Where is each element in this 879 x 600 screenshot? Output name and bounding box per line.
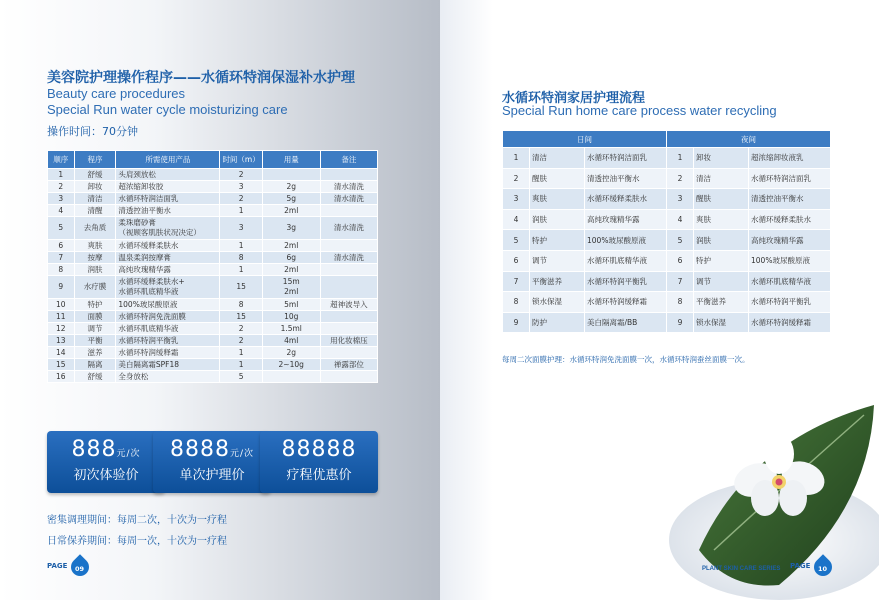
table-cell: 特护 xyxy=(530,230,585,251)
price-value: 8888 xyxy=(169,437,230,462)
table-row xyxy=(503,168,831,189)
table-cell: 特护 xyxy=(694,250,749,271)
operation-time: 操作时间：70分钟 xyxy=(47,125,138,138)
table-cell: 水循环特润平衡乳 xyxy=(116,335,220,347)
table-cell: 全身放松 xyxy=(116,371,220,383)
table-cell: 15 xyxy=(220,276,262,299)
table-cell: 9 xyxy=(667,312,694,333)
table-cell: 调节 xyxy=(74,323,116,335)
table-cell: 8 xyxy=(667,292,694,313)
table-cell: 清洁 xyxy=(694,168,749,189)
table-cell: 水循环特润洁面乳 xyxy=(116,193,220,205)
table-cell: 3 xyxy=(220,181,262,193)
table-cell: 5 xyxy=(667,230,694,251)
series-label: PLANT SKIN CARE SERIES xyxy=(702,566,781,572)
table-cell: 爽肤 xyxy=(694,209,749,230)
table-cell: 平衡滋养 xyxy=(694,292,749,313)
table-cell: 100%玻尿酸原液 xyxy=(116,299,220,311)
price-box-single xyxy=(153,431,271,493)
table-cell: 高纯玫瑰精华露 xyxy=(116,264,220,276)
right-title-en: Special Run home care process water recycling xyxy=(502,103,777,118)
table-cell: 超浓缩卸妆胶 xyxy=(116,181,220,193)
table-cell: 水循环特润免洗面膜 xyxy=(116,311,220,323)
table-cell: 15 xyxy=(48,359,75,371)
table-cell: 头肩颈放松 xyxy=(116,169,220,181)
table-cell: 爽肤 xyxy=(530,189,585,210)
table-cell: 7 xyxy=(667,271,694,292)
table-cell: 1 xyxy=(220,240,262,252)
table-cell: 超浓缩卸妆液乳 xyxy=(749,148,831,169)
table-cell: 水循环肌底精华液 xyxy=(116,323,220,335)
table-cell: 7 xyxy=(48,252,75,264)
table-cell: 舒缓 xyxy=(74,371,116,383)
page-label: PAGE xyxy=(790,562,811,570)
table-row xyxy=(503,189,831,210)
table-cell: 5 xyxy=(220,371,262,383)
mask-care-note: 每周二次面膜护理：水循环特润免洗面膜一次，水循环特润蚕丝面膜一次。 xyxy=(502,355,750,364)
table-cell: 100%玻尿酸原液 xyxy=(749,250,831,271)
table-row xyxy=(503,312,831,333)
table-cell: 1 xyxy=(48,169,75,181)
page-label: PAGE xyxy=(47,562,68,570)
table-cell: 12 xyxy=(48,323,75,335)
home-care-rows xyxy=(503,148,831,333)
table-row xyxy=(48,193,378,205)
table-cell: 2 xyxy=(48,181,75,193)
table-cell: 水循环缓释柔肤水 xyxy=(749,209,831,230)
table-cell: 水循环特润洁面乳 xyxy=(749,168,831,189)
table-cell: 6 xyxy=(667,250,694,271)
table-cell: 清水清洗 xyxy=(320,193,377,205)
price-label: 初次体验价 xyxy=(73,468,139,483)
col-header-night: 夜间 xyxy=(667,131,831,148)
home-care-table xyxy=(502,130,831,333)
daily-period-text: 日常保养期间：每周一次，十次为一疗程 xyxy=(47,536,227,547)
table-cell: 10g xyxy=(262,311,320,323)
table-cell: 超神波导入 xyxy=(320,299,377,311)
table-cell: 润肤 xyxy=(694,230,749,251)
table-cell: 用化妆棉压 xyxy=(320,335,377,347)
table-cell: 卸妆 xyxy=(694,148,749,169)
right-page xyxy=(440,0,879,600)
price-value: 88888 xyxy=(281,437,357,462)
table-cell: 水循环特润平衡乳 xyxy=(585,271,667,292)
table-cell: 卸妆 xyxy=(74,181,116,193)
table-cell: 调节 xyxy=(530,250,585,271)
table-row xyxy=(48,181,378,193)
table-cell xyxy=(320,205,377,217)
left-title-cn: 美容院护理操作程序——水循环特润保湿补水护理 xyxy=(47,70,355,86)
table-cell: 水循环缓释柔肤水 xyxy=(585,189,667,210)
table-row xyxy=(48,240,378,252)
right-title-cn: 水循环特润家居护理流程 xyxy=(502,91,646,106)
table-cell: 2 xyxy=(220,323,262,335)
table-cell: 4ml xyxy=(262,335,320,347)
price-value: 888 xyxy=(71,437,117,462)
table-row xyxy=(48,205,378,217)
table-cell: 水循环缓释柔肤水+ 水循环肌底精华液 xyxy=(116,276,220,299)
table-cell: 水疗膜 xyxy=(74,276,116,299)
salon-procedure-rows xyxy=(48,169,378,383)
table-row xyxy=(48,276,378,299)
table-cell: 爽肤 xyxy=(74,240,116,252)
table-cell: 2~10g xyxy=(262,359,320,371)
table-cell: 15m 2ml xyxy=(262,276,320,299)
price-box-course xyxy=(260,431,378,493)
table-row xyxy=(48,299,378,311)
table-cell: 5 xyxy=(503,230,530,251)
table-cell: 滋养 xyxy=(74,347,116,359)
table-cell xyxy=(320,240,377,252)
table-cell: 5g xyxy=(262,193,320,205)
table-cell: 水循环特润缓释霜 xyxy=(749,312,831,333)
table-cell: 8 xyxy=(220,252,262,264)
table-cell: 13 xyxy=(48,335,75,347)
table-cell: 醒肤 xyxy=(530,168,585,189)
table-cell: 3g xyxy=(262,217,320,240)
table-cell: 面膜 xyxy=(74,311,116,323)
table-cell: 3 xyxy=(503,189,530,210)
table-cell xyxy=(320,169,377,181)
table-cell: 5 xyxy=(48,217,75,240)
table-row xyxy=(48,264,378,276)
table-row xyxy=(48,347,378,359)
table-cell: 2 xyxy=(503,168,530,189)
table-row xyxy=(48,311,378,323)
table-cell: 清透控油平衡水 xyxy=(585,168,667,189)
price-unit: 元/次 xyxy=(229,449,255,459)
table-cell xyxy=(320,264,377,276)
table-cell: 2 xyxy=(220,335,262,347)
table-cell: 6 xyxy=(48,240,75,252)
table-cell xyxy=(320,276,377,299)
table-row xyxy=(503,271,831,292)
table-cell: 2 xyxy=(667,168,694,189)
table-cell: 15 xyxy=(220,311,262,323)
intensive-period-text: 密集调理期间：每周二次，十次为一疗程 xyxy=(47,515,227,526)
table-cell: 锁水保湿 xyxy=(694,312,749,333)
table-cell: 100%玻尿酸原液 xyxy=(585,230,667,251)
price-box-first-trial xyxy=(47,431,165,493)
table-cell: 16 xyxy=(48,371,75,383)
table-cell: 水循环特润缓释霜 xyxy=(585,292,667,313)
table-cell: 1 xyxy=(667,148,694,169)
table-cell: 3 xyxy=(220,217,262,240)
table-cell: 润肤 xyxy=(530,209,585,230)
table-cell: 2 xyxy=(220,193,262,205)
col-header: 程序 xyxy=(74,151,116,169)
table-row xyxy=(48,217,378,240)
table-cell: 1 xyxy=(220,264,262,276)
table-cell: 10 xyxy=(48,299,75,311)
col-header-day: 日间 xyxy=(503,131,667,148)
table-cell: 清水清洗 xyxy=(320,252,377,264)
table-cell: 清水清洗 xyxy=(320,181,377,193)
table-cell: 清透控油平衡水 xyxy=(749,189,831,210)
table-cell xyxy=(262,169,320,181)
price-label: 疗程优惠价 xyxy=(286,468,352,483)
table-cell: 调节 xyxy=(694,271,749,292)
table-cell: 9 xyxy=(503,312,530,333)
table-row xyxy=(48,335,378,347)
table-row xyxy=(503,230,831,251)
table-cell: 水循环肌底精华液 xyxy=(585,250,667,271)
table-cell: 水循环特润平衡乳 xyxy=(749,292,831,313)
table-cell: 水循环特润洁面乳 xyxy=(585,148,667,169)
table-cell: 醒肤 xyxy=(694,189,749,210)
table-cell: 2g xyxy=(262,181,320,193)
table-cell: 2ml xyxy=(262,240,320,252)
table-cell: 高纯玫瑰精华露 xyxy=(749,230,831,251)
table-cell: 1 xyxy=(220,347,262,359)
page-number: 10 xyxy=(818,565,828,573)
col-header: 时间（m） xyxy=(220,151,262,169)
table-cell: 防护 xyxy=(530,312,585,333)
table-cell: 1 xyxy=(220,205,262,217)
table-row xyxy=(48,371,378,383)
table-cell: 清醒 xyxy=(74,205,116,217)
table-cell: 润肤 xyxy=(74,264,116,276)
table-cell: 锁水保湿 xyxy=(530,292,585,313)
price-label: 单次护理价 xyxy=(179,468,245,483)
col-header: 所需使用产品 xyxy=(116,151,220,169)
table-row xyxy=(503,148,831,169)
table-cell: 美白隔离霜/BB xyxy=(585,312,667,333)
table-cell: 禅露部位 xyxy=(320,359,377,371)
table-row xyxy=(503,292,831,313)
table-cell: 7 xyxy=(503,271,530,292)
table-cell: 美白隔离霜SPF18 xyxy=(116,359,220,371)
table-cell: 8 xyxy=(220,299,262,311)
col-header: 用量 xyxy=(262,151,320,169)
table-row xyxy=(48,359,378,371)
table-cell: 水循环肌底精华液 xyxy=(749,271,831,292)
table-cell: 8 xyxy=(48,264,75,276)
table-cell: 4 xyxy=(667,209,694,230)
table-cell: 1 xyxy=(220,359,262,371)
table-cell: 隔离 xyxy=(74,359,116,371)
table-row xyxy=(48,323,378,335)
table-cell: 舒缓 xyxy=(74,169,116,181)
table-cell: 柔珠磨砂膏 （视顾客肌肤状况决定） xyxy=(116,217,220,240)
table-cell xyxy=(262,371,320,383)
col-header: 顺序 xyxy=(48,151,75,169)
table-cell: 平衡滋养 xyxy=(530,271,585,292)
table-cell: 高纯玫瑰精华露 xyxy=(585,209,667,230)
table-cell: 清洁 xyxy=(530,148,585,169)
table-cell: 去角质 xyxy=(74,217,116,240)
price-unit: 元/次 xyxy=(116,449,141,459)
table-cell xyxy=(320,311,377,323)
table-header-row xyxy=(503,131,831,148)
table-cell: 2g xyxy=(262,347,320,359)
table-header-row xyxy=(48,151,378,169)
table-row xyxy=(48,169,378,181)
left-title-en-1: Beauty care procedures xyxy=(47,86,186,101)
table-cell: 11 xyxy=(48,311,75,323)
table-cell xyxy=(320,371,377,383)
table-cell: 特护 xyxy=(74,299,116,311)
table-cell: 2 xyxy=(220,169,262,181)
table-cell: 3 xyxy=(667,189,694,210)
table-cell: 3 xyxy=(48,193,75,205)
table-cell: 1 xyxy=(503,148,530,169)
table-cell: 水循环缓释柔肤水 xyxy=(116,240,220,252)
table-row xyxy=(503,250,831,271)
table-cell xyxy=(320,323,377,335)
table-cell: 清透控油平衡水 xyxy=(116,205,220,217)
table-cell: 温泉柔润按摩膏 xyxy=(116,252,220,264)
table-cell xyxy=(320,347,377,359)
table-cell: 1.5ml xyxy=(262,323,320,335)
table-cell: 4 xyxy=(503,209,530,230)
page-number: 09 xyxy=(75,565,85,573)
table-cell: 清水清洗 xyxy=(320,217,377,240)
table-cell: 按摩 xyxy=(74,252,116,264)
table-cell: 2ml xyxy=(262,264,320,276)
table-cell: 6g xyxy=(262,252,320,264)
table-cell: 水循环特润缓释霜 xyxy=(116,347,220,359)
table-cell: 清洁 xyxy=(74,193,116,205)
table-cell: 6 xyxy=(503,250,530,271)
table-row xyxy=(48,252,378,264)
table-cell: 平衡 xyxy=(74,335,116,347)
table-cell: 4 xyxy=(48,205,75,217)
salon-procedure-table xyxy=(47,150,378,383)
table-row xyxy=(503,209,831,230)
left-title-en-2: Special Run water cycle moisturizing care xyxy=(47,102,288,117)
table-cell: 9 xyxy=(48,276,75,299)
col-header: 备注 xyxy=(320,151,377,169)
table-cell: 8 xyxy=(503,292,530,313)
table-cell: 2ml xyxy=(262,205,320,217)
table-cell: 14 xyxy=(48,347,75,359)
table-cell: 5ml xyxy=(262,299,320,311)
